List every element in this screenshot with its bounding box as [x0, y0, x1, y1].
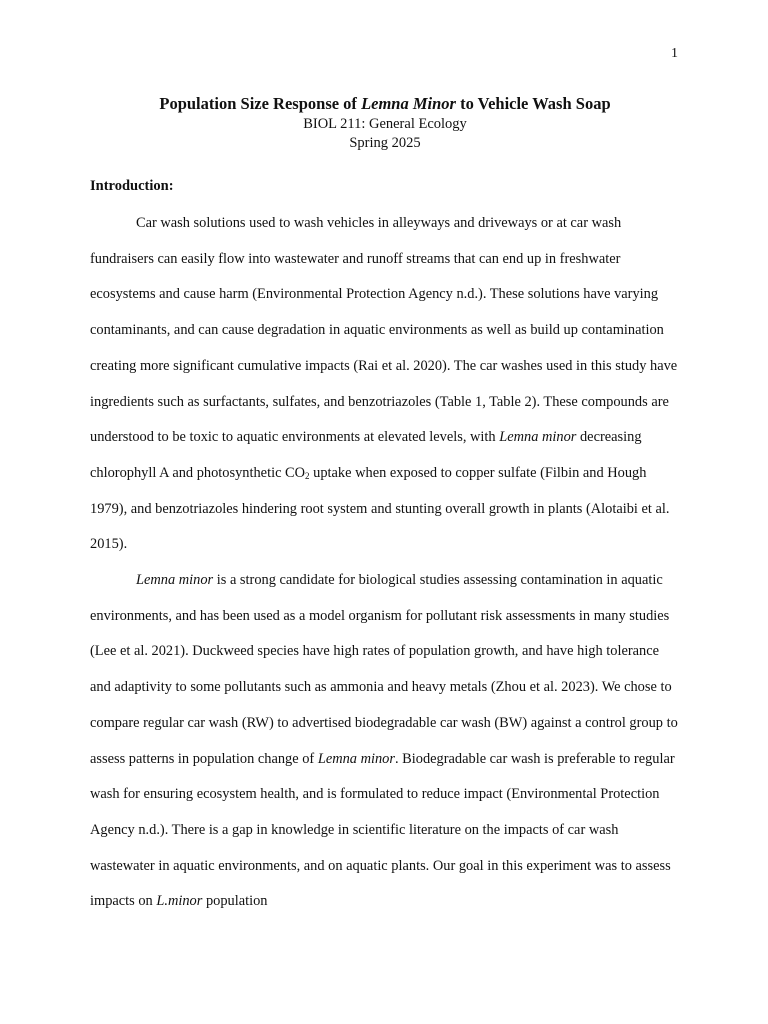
p1-text-c: decreasing chlorophyll A and photosynthetic CO [90, 429, 642, 481]
p2-text-b: is a strong candidate for biological studies assessing contamination in aquatic environments, and has been used as a model organism for pollutant risk assessments in many studies (Lee et al. 2021). Duckweed species have high rates of population growth, and have high tolerance and adaptivity to some pollutants such as ammonia and heavy metals (Zhou et al. 2023). We chose to compare regular car wash (RW) to advertised biodegradable car wash (BW) against a control group to assess patterns in population change of [90, 572, 678, 767]
p2-italic-species-e: L.minor [156, 893, 203, 910]
p2-italic-species-c: Lemna minor [317, 750, 395, 767]
title-italic: Lemna Minor [361, 94, 456, 113]
p1-text-e: uptake when exposed to copper sulfate (Filbin and Hough 1979), and benzotriazoles hindering root system and stunting overall growth in plants (Alotaibi et al. 2015). [90, 464, 670, 553]
p1-italic-species: Lemna minor [499, 429, 577, 446]
title-post: to Vehicle Wash Soap [455, 94, 611, 113]
p2-text-d: . Biodegradable car wash is preferable to regular wash for ensuring ecosystem health, and is formulated to reduce impact (Environmental Protection Agency n.d.). There is a gap in knowledge in scientific literature on the impacts of car wash wastewater in aquatic environments, and on aquatic plants. Our goal in this experiment was to assess impacts on [90, 750, 675, 910]
p1-subscript: 2 [305, 470, 310, 481]
p2-italic-species-a: Lemna minor [136, 572, 214, 589]
title-block [90, 93, 680, 153]
page-number: 1 [671, 46, 678, 61]
p2-text-f: population [202, 893, 268, 910]
term: Spring 2025 [349, 135, 421, 151]
paper-title [90, 93, 680, 115]
paragraph-2 [90, 563, 680, 920]
section-heading-introduction: Introduction: [90, 178, 174, 194]
body-text [90, 206, 680, 920]
p1-text-a: Car wash solutions used to wash vehicles in alleyways and driveways or at car wash fundraisers can easily flow into wastewater and runoff streams that can end up in freshwater ecosystems and cause harm (Environmental Protection Agency n.d.). These solutions have varying contaminants, and can cause degradation in aquatic environments as well as build up contamination creating more significant cumulative impacts (Rai et al. 2020). The car washes used in this study have ingredients such as surfactants, sulfates, and benzotriazoles (Table 1, Table 2). These compounds are understood to be toxic to aquatic environments at elevated levels, with [90, 215, 678, 446]
title-pre: Population Size Response of [159, 94, 362, 113]
paragraph-1 [90, 206, 680, 563]
course-name: BIOL 211: General Ecology [303, 116, 467, 132]
